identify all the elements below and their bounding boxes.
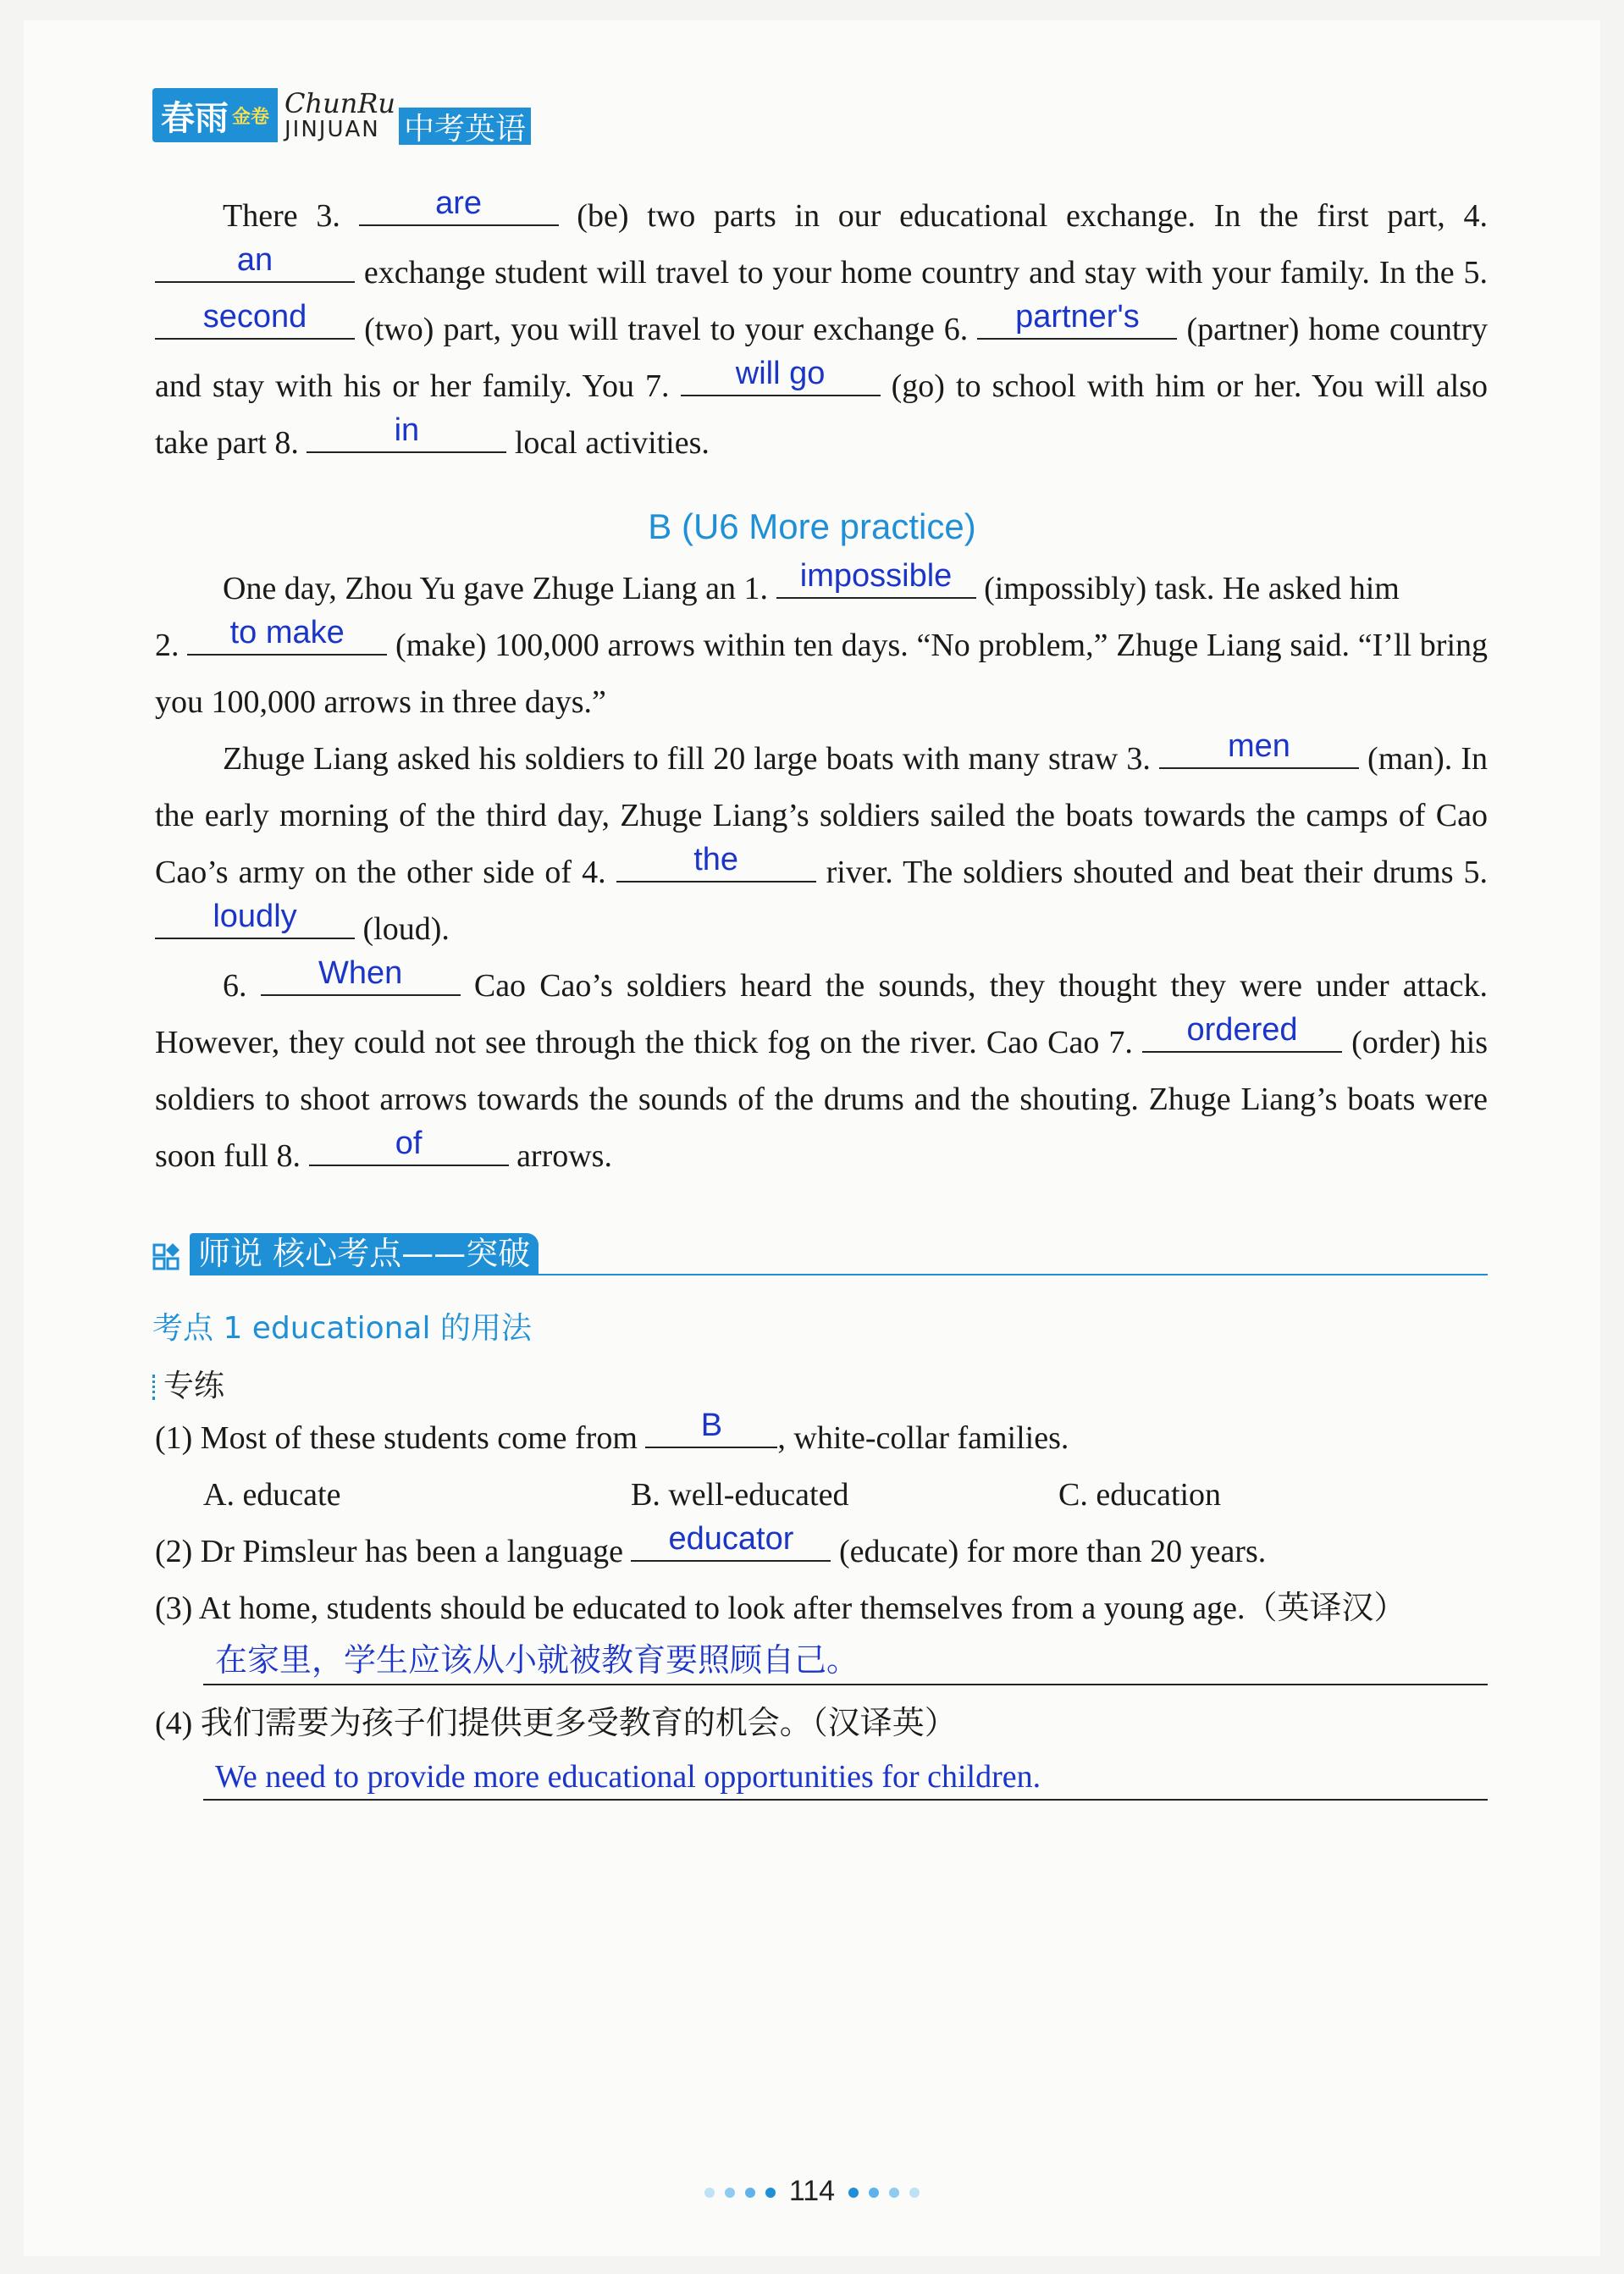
answer-blank [155,899,355,939]
answer-text: to make [229,615,345,650]
answer-line-4 [203,1751,1488,1801]
text: (two) part, you will travel to your exchange 6. [364,312,969,347]
question-text: (3) At home, students should be educated to look after themselves from a young age.（英译汉） [155,1591,1406,1626]
practice-marker [152,1375,158,1400]
decor-dot [725,2188,735,2198]
question-text: (4) 我们需要为孩子们提供更多受教育的机会。（汉译英） [155,1706,957,1741]
answer-text: the [693,842,739,877]
text: (partner) [1186,312,1300,347]
subject-tag: 中考英语 [399,108,531,145]
brand-caps: JINJUAN [284,117,380,142]
answer-text: B [700,1408,723,1443]
answer-blank [187,615,387,656]
decor-dot [745,2188,755,2198]
answer-blank [261,955,461,996]
question-4 [155,1698,957,1749]
kaodian-heading: 考点 1 educational 的用法 [152,1311,532,1346]
passage-b-p1 [155,558,1488,617]
grid-diamond-icon [152,1242,183,1272]
answer-blank [155,242,355,283]
answer-text: second [202,299,307,335]
decor-dot [869,2188,879,2198]
text: 4. [1463,198,1489,234]
text: Cao Cao’s soldiers heard the sounds, they thought they were under attack. However, they could not see through the thick fog on the river. Cao Cao 7. [155,968,1489,1060]
text: her. You will also take part 8. [155,368,1489,461]
question-text: (2) Dr Pimsleur has been a language [155,1534,623,1569]
option-b: B. well-educated [631,1477,849,1513]
logo-mark-text: 春雨 [161,98,229,138]
logo-sub-text: 金卷 [232,106,270,128]
answer-blank [309,1126,509,1166]
answer-line-3 [203,1636,1488,1685]
text: (make) 100,000 arrows within ten days. “No problem,” Zhuge Liang said. “I’ll bring you 100,000 arrows in three days.” [155,628,1488,720]
answer-text: are [435,185,483,221]
question-3 [155,1583,1406,1634]
answer-text: ordered [1186,1012,1298,1048]
answer-text: We need to provide more educational opportunities for children. [215,1759,1041,1795]
section-b-title: B (U6 More practice) [648,506,976,546]
banner-label: 师说 核心考点——突破 [190,1233,539,1274]
text: 6. [223,968,247,1004]
text: local activities. [514,425,710,461]
banner-rule [190,1274,1488,1275]
practice-label: 专练 [163,1369,225,1403]
passage-b-p4 [155,955,1489,1185]
passage-b-p2 [155,617,1488,731]
book-logo [152,85,531,146]
page-number: 114 [788,2175,836,2207]
answer-blank [631,1521,831,1562]
answer-blank [616,842,816,882]
brand-script: ChunRu [284,87,396,119]
practice-heading [152,1362,224,1405]
answer-text: will go [735,356,826,391]
page-footer [0,2175,1624,2208]
text: river. The soldiers shouted and beat their drums 5. [826,855,1488,890]
text: exchange student will travel to your home country and stay with your family. [363,255,1370,290]
answer-text: in [394,412,420,448]
answer-text: men [1228,728,1290,764]
logo-brand [284,87,396,142]
answer-blank [1142,1012,1342,1053]
question-text: , white-collar families. [777,1420,1069,1456]
answer-text: educator [668,1521,794,1557]
answer-blank [681,356,881,396]
answer-text: 在家里，学生应该从小就被教育要照顾自己。 [215,1641,859,1679]
answer-blank [1159,728,1359,769]
answer-text: impossible [799,558,953,594]
question-text: (1) Most of these students come from [155,1420,638,1456]
passage-b-p3 [155,728,1489,958]
answer-text: When [318,955,403,991]
question-2 [155,1521,1267,1577]
text: (order) his soldiers to shoot arrows towards the sounds of the drums and the shouting. Zhuge Liang’s boats were soon full 8. [155,1025,1488,1174]
answer-blank [977,299,1177,340]
teacher-says-banner [152,1233,1488,1277]
passage-a [155,185,1489,472]
decor-dot [909,2188,920,2198]
option-a: A. educate [203,1477,341,1513]
question-text: (educate) for more than 20 years. [838,1534,1267,1569]
text: (impossibly) task. He asked him [984,571,1400,606]
decor-dot [704,2188,715,2198]
decor-dot [848,2188,859,2198]
answer-text: partner's [1015,299,1140,335]
answer-text: of [395,1126,423,1161]
text: In the 5. [1378,255,1489,290]
option-c: C. education [1058,1477,1222,1513]
logo-mark [152,88,278,142]
question-1 [155,1408,1069,1463]
answer-blank [359,185,559,226]
answer-blank [776,558,976,599]
answer-blank [155,299,355,340]
text: There 3. [223,198,340,234]
answer-text: an [236,242,273,278]
text: (go) to school with him or [891,368,1244,404]
text: 2. [155,628,180,663]
text: arrows. [516,1138,612,1174]
answer-blank [307,412,506,453]
text: One day, Zhou Yu gave Zhuge Liang an 1. [223,571,769,606]
text: home country and stay with his or her family. You 7. [155,312,1489,404]
text: Zhuge Liang asked his soldiers to fill 20 large boats with many straw 3. [223,741,1151,777]
answer-blank [645,1408,777,1448]
text: (loud). [362,911,450,947]
text: (be) two parts in our educational exchange. In the first part, [577,198,1445,234]
decor-dot [765,2188,776,2198]
decor-dot [889,2188,899,2198]
text: (man). In the early morning of the third day, Zhuge Liang’s soldiers sailed the boats towards the camps of Cao Cao’s army on the other side of 4. [155,741,1489,890]
answer-text: loudly [213,899,297,934]
